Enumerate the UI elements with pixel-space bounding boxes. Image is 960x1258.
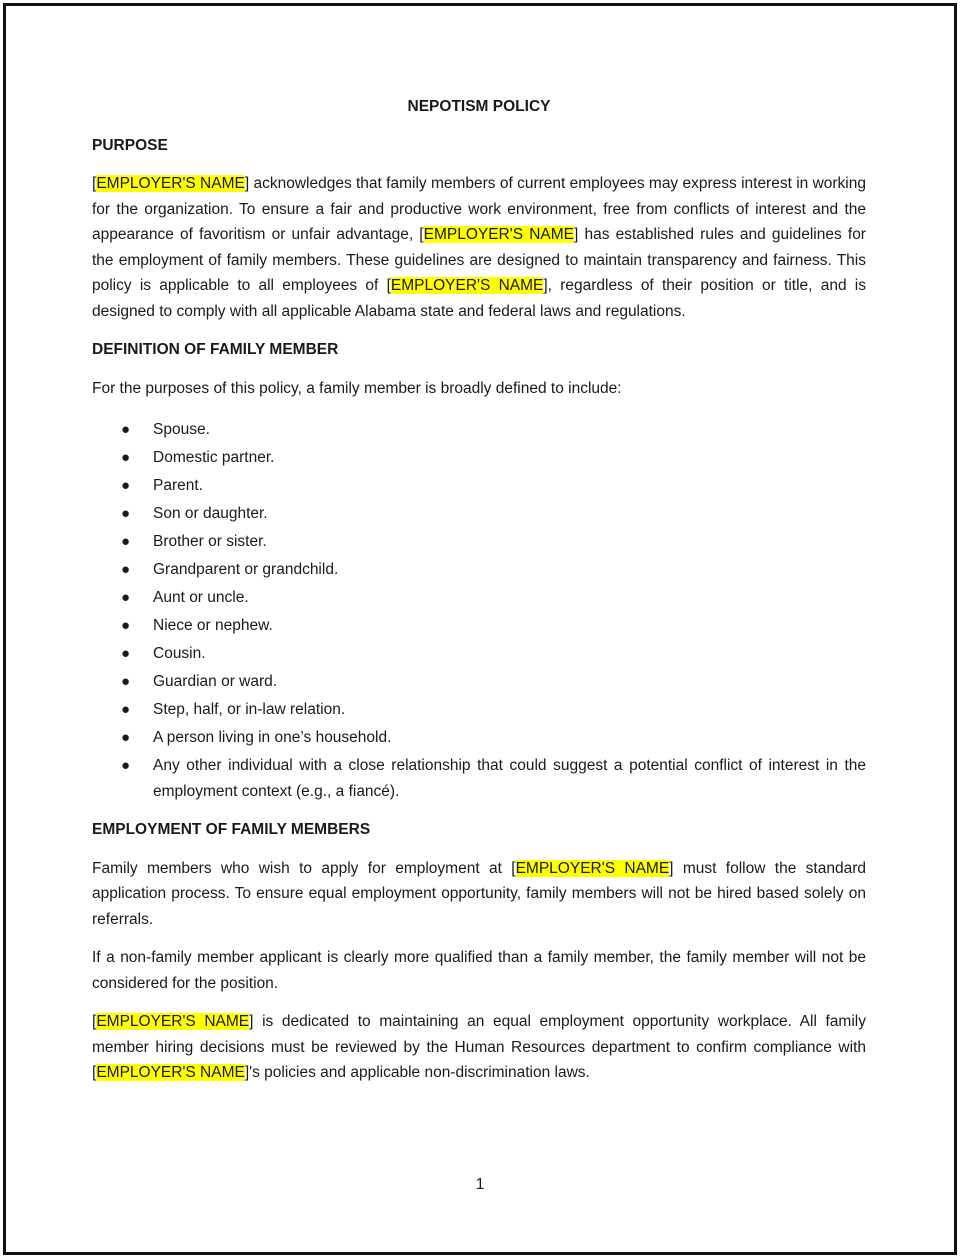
employer-name-placeholder: EMPLOYER'S NAME — [390, 277, 544, 294]
list-item: ● A person living in one’s household. — [92, 725, 866, 751]
employment-paragraph-3: [EMPLOYER'S NAME] is dedicated to maintaining an equal employment opportunity workplace. All family member hiring decisions must be reviewed by the Human Resources department to confirm compliance with [EMPLOYER'S NAME]'s policies and applicable non-discrimination laws. — [92, 1013, 866, 1081]
employer-name-placeholder: EMPLOYER'S NAME — [96, 175, 245, 192]
list-item: ● Domestic partner. — [92, 445, 866, 471]
list-item: ● Grandparent or grandchild. — [92, 557, 866, 583]
list-item: ● Cousin. — [92, 641, 866, 667]
employer-name-placeholder: EMPLOYER'S NAME — [515, 859, 670, 877]
list-item: ● Guardian or ward. — [92, 669, 866, 695]
list-item: ● Parent. — [92, 473, 866, 499]
list-item: ● Step, half, or in-law relation. — [92, 697, 866, 723]
bullet-icon: ● — [121, 477, 131, 494]
list-item: ● Niece or nephew. — [92, 613, 866, 639]
list-item: ● Aunt or uncle. — [92, 585, 866, 611]
bullet-icon: ● — [121, 617, 131, 634]
list-item: ● Any other individual with a close relationship that could suggest a potential conflict of interest in the employment context (e.g., a fiancé). — [92, 753, 866, 804]
definition-intro: For the purposes of this policy, a family member is broadly defined to include: — [92, 379, 622, 397]
list-item: ● Son or daughter. — [92, 501, 866, 527]
page-number: 1 — [475, 1176, 485, 1193]
family-member-list — [92, 417, 866, 804]
definition-heading: DEFINITION OF FAMILY MEMBER — [92, 341, 339, 358]
bullet-icon: ● — [121, 561, 131, 578]
employer-name-placeholder: EMPLOYER'S NAME — [96, 1064, 245, 1081]
purpose-heading: PURPOSE — [92, 136, 168, 154]
bullet-icon: ● — [121, 757, 131, 774]
employer-name-placeholder: EMPLOYER'S NAME — [423, 226, 574, 243]
list-item: ● Spouse. — [92, 417, 866, 443]
bullet-icon: ● — [121, 589, 131, 606]
purpose-text-1: acknowledges that family members of current employees may express interest in working for the organization. To ensure a fair and productive work environment, free from conflicts of interest and the appearance of favoritism or unfair advantage, — [92, 175, 866, 243]
bullet-icon: ● — [121, 729, 131, 746]
bullet-icon: ● — [121, 645, 131, 662]
list-item: ● Brother or sister. — [92, 529, 866, 555]
bullet-icon: ● — [121, 421, 131, 438]
employment-heading: EMPLOYMENT OF FAMILY MEMBERS — [92, 821, 371, 838]
employment-paragraph-2: If a non-family member applicant is clearly more qualified than a family member, the family member will not be considered for the position. — [92, 949, 866, 992]
purpose-text-2: has established rules and guidelines for the employment of family members. These guidelines are designed to maintain transparency and fairness. This policy is applicable to all employees of — [92, 226, 866, 294]
purpose-text-3: , regardless of their position or title, and is designed to comply with all applicable Alabama state and federal laws and regulations. — [92, 277, 866, 320]
bullet-icon: ● — [121, 449, 131, 466]
bullet-icon: ● — [121, 673, 131, 690]
purpose-paragraph: [EMPLOYER'S NAME] acknowledges that family members of current employees may express interest in working for the organization. To ensure a fair and productive work environment, free from conflicts of interest and the appearance of favoritism or unfair advantage, [EMPLOYER'S NAME] has established rules and guidelines for the employment of family members. These guidelines are designed to maintain transparency and fairness. This policy is applicable to all employees of [EMPLOYER'S NAME], regardless of their position or title, and is designed to comply with all applicable Alabama state and federal laws and regulations. — [92, 175, 866, 320]
document-title: NEPOTISM POLICY — [407, 98, 551, 115]
employment-paragraph-1: Family members who wish to apply for employment at [EMPLOYER'S NAME] must follow the standard application process. To ensure equal employment opportunity, family members will not be hired based solely on referrals. — [92, 859, 866, 928]
employer-name-placeholder: EMPLOYER'S NAME — [96, 1013, 250, 1030]
bullet-icon: ● — [121, 505, 131, 522]
document-body — [92, 94, 866, 1099]
bullet-icon: ● — [121, 701, 131, 718]
bullet-icon: ● — [121, 533, 131, 550]
